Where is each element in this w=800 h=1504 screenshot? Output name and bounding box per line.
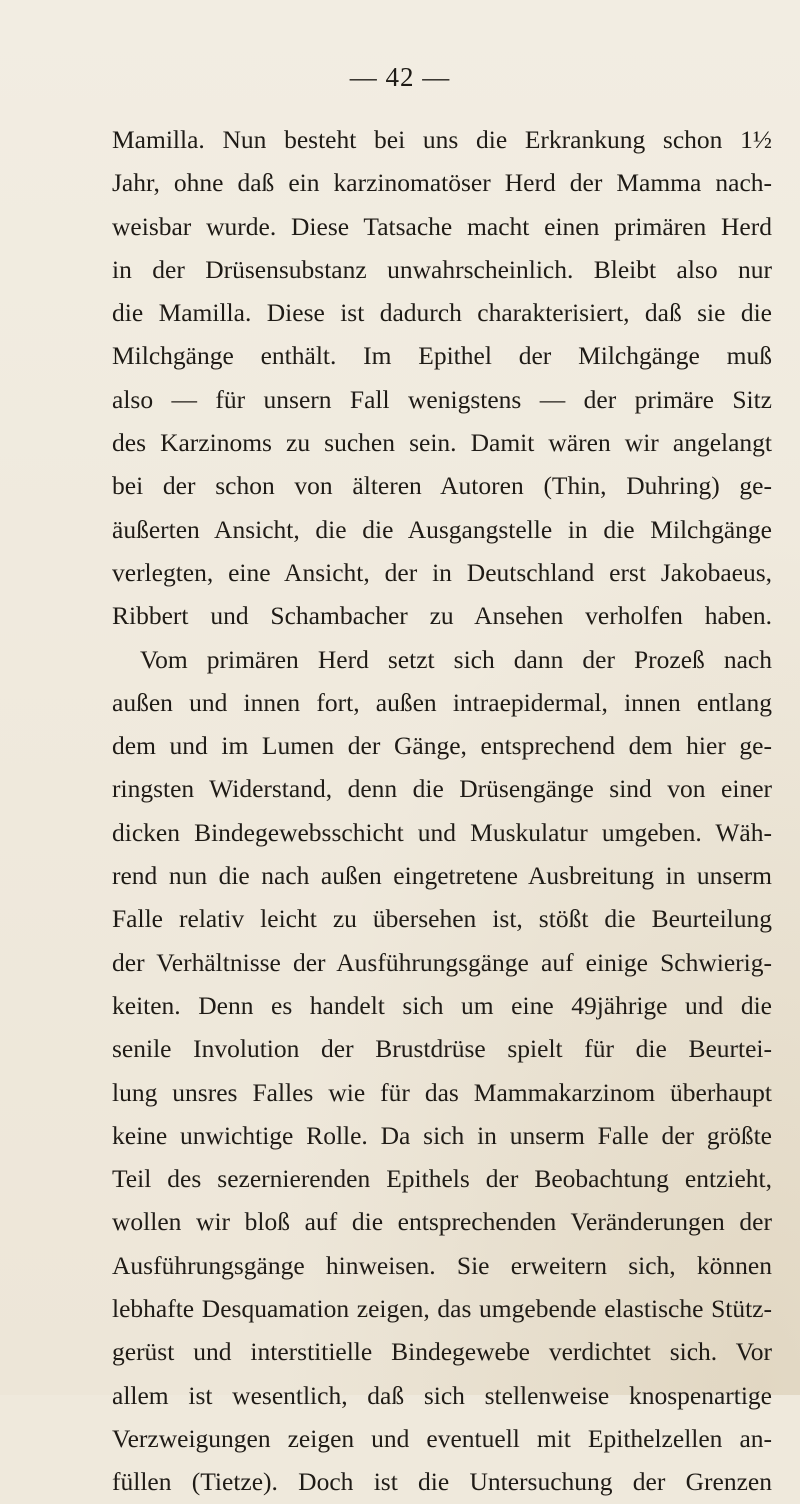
text-line: keiten. Denn es handelt sich um eine 49jährige und die — [112, 990, 772, 1020]
text-line: Mamilla. Nun besteht bei uns die Erkrankung schon 1½ — [112, 125, 772, 154]
text-line: senile Involution der Brustdrüse spielt für die Beurtei- — [112, 1034, 772, 1064]
paragraph-start-line: Vom primären Herd setzt sich dann der Prozeß nach — [140, 644, 772, 674]
text-line: Ribbert und Schambacher zu Ansehen verholfen haben. — [112, 601, 772, 631]
text-line: der Verhältnisse der Ausführungsgänge auf einige Schwierig- — [112, 947, 772, 977]
text-line: außen und innen fort, außen intraepidermal, innen entlang — [112, 687, 772, 717]
text-line: Milchgänge enthält. Im Epithel der Milchgänge muß — [112, 341, 772, 371]
text-line: des Karzinoms zu suchen sein. Damit wären wir angelangt — [112, 428, 772, 458]
text-line: Ausführungsgänge hinweisen. Sie erweitern sich, können — [112, 1250, 772, 1280]
text-line: bei der schon von älteren Autoren (Thin, Duhring) ge- — [112, 471, 772, 501]
body-text — [112, 118, 772, 1504]
text-line: die Mamilla. Diese ist dadurch charakterisiert, daß sie die — [112, 298, 772, 328]
text-line: ringsten Widerstand, denn die Drüsengänge sind von einer — [112, 774, 772, 804]
text-line: in der Drüsensubstanz unwahrscheinlich. Bleibt also nur — [112, 254, 772, 284]
text-line: allem ist wesentlich, daß sich stellenweise knospenartige — [112, 1380, 772, 1410]
text-line: also — für unsern Fall wenigstens — der primäre Sitz — [112, 384, 772, 414]
text-line: dicken Bindegewebsschicht und Muskulatur umgeben. Wäh- — [112, 817, 772, 847]
text-line: äußerten Ansicht, die die Ausgangstelle in die Milchgänge — [112, 514, 772, 544]
text-line: lung unsres Falles wie für das Mammakarzinom überhaupt — [112, 1077, 772, 1107]
text-line: weisbar wurde. Diese Tatsache macht einen primären Herd — [112, 211, 772, 241]
text-line: rend nun die nach außen eingetretene Ausbreitung in unserm — [112, 861, 772, 891]
text-line: keine unwichtige Rolle. Da sich in unserm Falle der größte — [112, 1120, 772, 1150]
text-line: wollen wir bloß auf die entsprechenden Veränderungen der — [112, 1207, 772, 1237]
page-number: — 42 — — [349, 62, 451, 92]
text-line: lebhafte Desquamation zeigen, das umgebende elastische Stütz- — [112, 1294, 772, 1324]
text-line: verlegten, eine Ansicht, der in Deutschland erst Jakobaeus, — [112, 557, 772, 587]
text-line: füllen (Tietze). Doch ist die Untersuchung der Grenzen — [112, 1467, 772, 1497]
text-line: Falle relativ leicht zu übersehen ist, stößt die Beurteilung — [112, 904, 772, 934]
text-line: Jahr, ohne daß ein karzinomatöser Herd der Mamma nach- — [112, 168, 772, 198]
text-line: Teil des sezernierenden Epithels der Beobachtung entzieht, — [112, 1164, 772, 1194]
text-line: Verzweigungen zeigen und eventuell mit Epithelzellen an- — [112, 1423, 772, 1453]
text-line: gerüst und interstitielle Bindegewebe verdichtet sich. Vor — [112, 1337, 772, 1367]
text-line: dem und im Lumen der Gänge, entsprechend dem hier ge- — [112, 731, 772, 761]
